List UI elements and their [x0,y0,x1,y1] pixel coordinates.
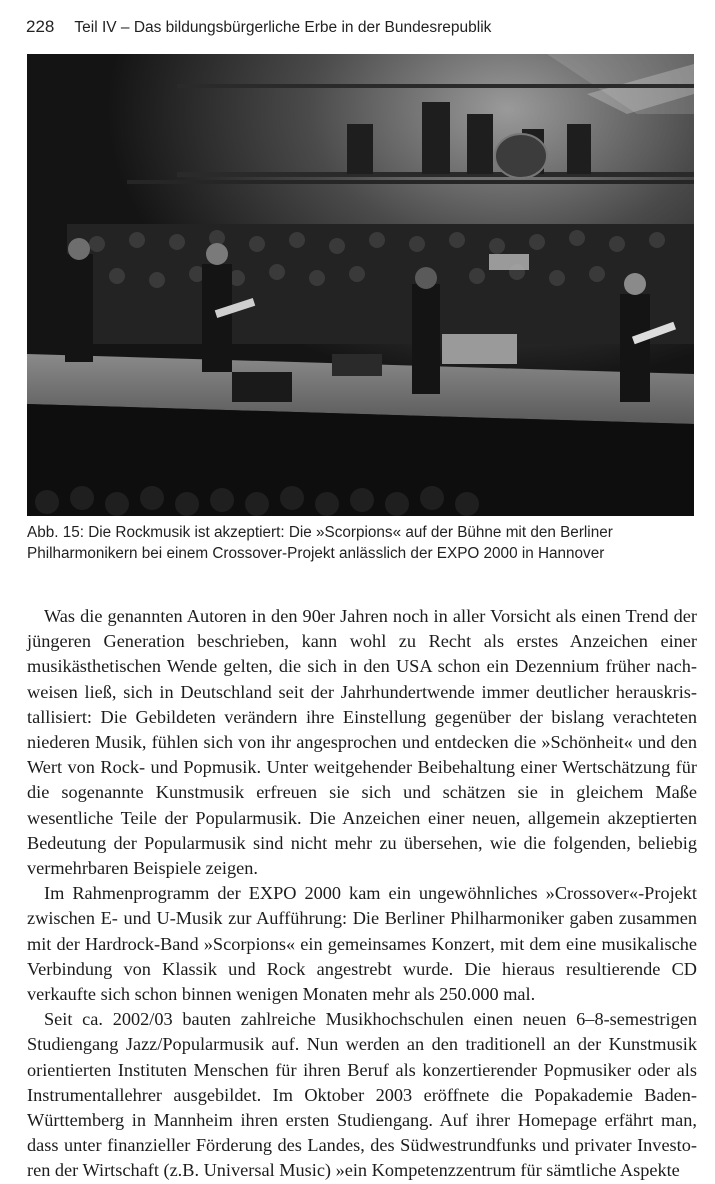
caption-line-2: Philharmonikern bei einem Crossover-Projekt anlässlich der EXPO 2000 in Hannover [27,545,605,562]
running-header [26,17,696,43]
running-title: Teil IV – Das bildungsbürgerliche Erbe in der Bundesrepublik [74,19,492,36]
page-number: 228 [26,17,55,36]
figure-caption [27,522,697,564]
concert-photo [27,54,694,516]
caption-line-1: Abb. 15: Die Rockmusik ist akzeptiert: Die »Scorpions« auf der Bühne mit den Berliner [27,524,613,541]
body-text [27,604,697,1184]
concert-photo-image [27,54,694,516]
paragraph-1: Was die genannten Autoren in den 90er Jahren noch in aller Vorsicht als einen Trend der jüngeren Generation beschrieben, kann wohl zu Recht als erstes Anzeichen einer musikästhetischen Wende gelten, die sich in den USA schon ein Dezennium früher nachweisen ließ, sich in Deutschland seit der Jahrhundertwende immer deutlicher herauskristallisiert: Die Gebildeten verändern ihre Einstellung gegenüber der bislang verachteten niederen Musik, fühlen sich von ihr angesprochen und entdecken die »Schönheit« und den Wert von Rock- und Popmusik. Unter weitgehender Beibehaltung einer Wertschätzung für die sogenannte Kunstmusik erfreuen sie sich und schätzen sie in gleichem Maße wesentliche Teile der Popularmusik. Die Anzeichen einer neuen, allgemein akzeptierten Bedeutung der Popularmusik sind nicht mehr zu übersehen, wie die folgenden, beliebig vermehrbaren Beispiele zeigen. [27,606,697,879]
paragraph-2: Im Rahmenprogramm der EXPO 2000 kam ein ungewöhnliches »Crossover«-Projekt zwischen E- und U-Musik zur Aufführung: Die Berliner Philharmoniker gaben zusammen mit der Hardrock-Band »Scorpions« ein gemeinsames Konzert, mit dem eine musikalische Verbindung von Klassik und Rock angestrebt wurde. Die hieraus resultierende CD verkaufte sich schon binnen wenigen Monaten mehr als 250.000 mal. [27,883,697,1005]
paragraph-3: Seit ca. 2002/03 bauten zahlreiche Musikhochschulen einen neuen 6–8-semestrigen Studiengang Jazz/Popularmusik auf. Nun werden an den traditionell an der Kunstmusik orientierten Instituten Menschen für ihren Beruf als konzertierender Popmusiker oder als Instrumentallehrer ausgebildet. Im Oktober 2003 eröffnete die Popakademie Baden-Württemberg in Mannheim ihren ersten Studiengang. Auf ihrer Homepage erfährt man, dass unter finanzieller Förderung des Landes, des Südwestrundfunks und privater Investoren der Wirtschaft (z.B. Universal Music) »ein Kompetenzzentrum für sämtliche Aspekte [27,1009,697,1181]
